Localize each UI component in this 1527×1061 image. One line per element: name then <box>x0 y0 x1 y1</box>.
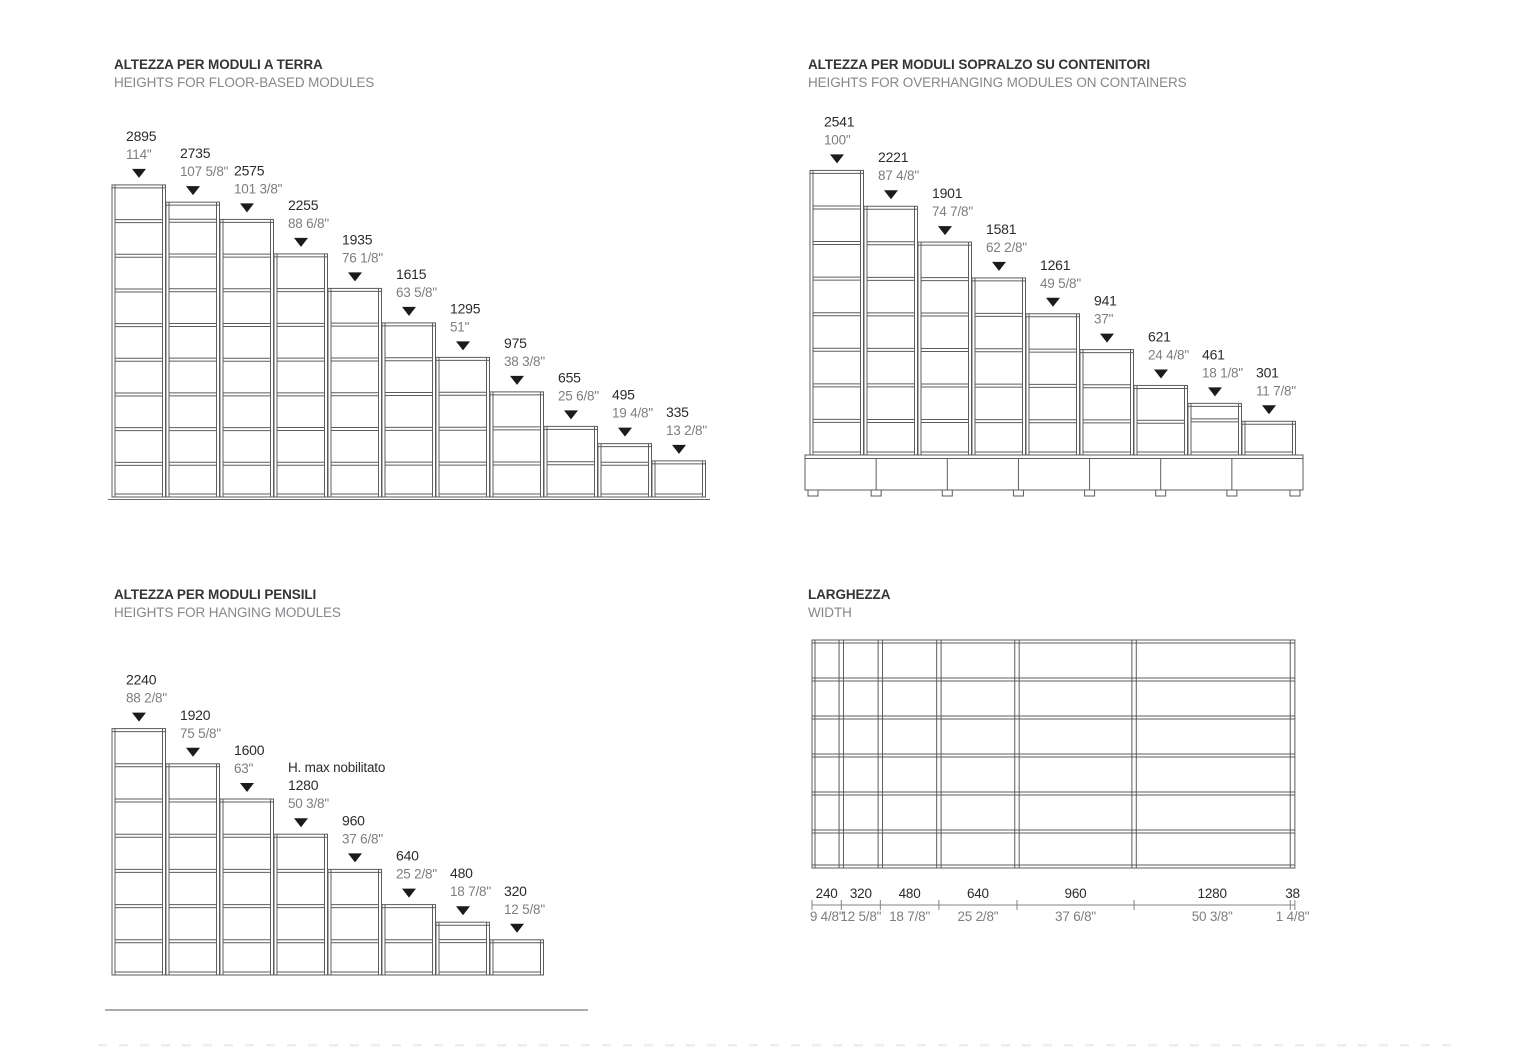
module <box>166 707 221 975</box>
faint-mark <box>434 1044 443 1047</box>
faint-mark <box>1295 1044 1304 1047</box>
module <box>112 128 166 497</box>
faint-mark <box>224 1044 233 1047</box>
module-height-inch: 51" <box>450 319 470 335</box>
module <box>490 883 545 975</box>
faint-mark <box>392 1044 401 1047</box>
faint-mark <box>896 1044 905 1047</box>
panel-overhang-title: ALTEZZA PER MODULI SOPRALZO SU CONTENITORI <box>808 57 1151 72</box>
width-value-mm: 480 <box>898 886 921 901</box>
module-height-inch: 101 3/8" <box>234 181 283 197</box>
faint-mark <box>287 1044 296 1047</box>
module-height-mm: 2575 <box>234 162 265 179</box>
panel-floor-subtitle: HEIGHTS FOR FLOOR-BASED MODULES <box>114 75 375 90</box>
dimension-arrow-icon <box>1154 369 1168 378</box>
module-outline <box>436 922 490 975</box>
dimension-arrow-icon <box>884 190 898 199</box>
module <box>220 162 283 497</box>
faint-mark <box>917 1044 926 1047</box>
faint-mark <box>1022 1044 1031 1047</box>
width-value-inch: 12 5/8" <box>840 909 882 924</box>
module-height-inch: 25 6/8" <box>558 388 599 404</box>
dimension-arrow-icon <box>348 272 362 281</box>
module-height-mm: 1920 <box>180 706 211 723</box>
faint-mark <box>98 1044 107 1047</box>
module-height-inch: 63" <box>234 761 254 776</box>
module <box>598 387 653 497</box>
container-foot <box>871 490 881 496</box>
faint-mark <box>1085 1044 1094 1047</box>
module <box>1134 328 1189 455</box>
width-diagram <box>810 640 1310 924</box>
module-outline <box>112 729 166 975</box>
faint-mark <box>245 1044 254 1047</box>
container-foot <box>1085 490 1095 496</box>
module-outline <box>166 202 220 497</box>
panel-floor-title: ALTEZZA PER MODULI A TERRA <box>114 57 323 72</box>
faint-mark <box>1169 1044 1178 1047</box>
module-height-mm: 2735 <box>180 145 211 162</box>
faint-mark <box>833 1044 842 1047</box>
faint-mark <box>119 1044 128 1047</box>
faint-mark <box>1211 1044 1220 1047</box>
width-dimension-line <box>810 886 1310 924</box>
module-height-inch: 74 7/8" <box>932 204 973 220</box>
module-height-mm: 621 <box>1148 328 1171 345</box>
module-height-inch: 19 4/8" <box>612 405 653 421</box>
module-height-inch: 37" <box>1094 311 1114 327</box>
dimension-arrow-icon <box>830 154 844 163</box>
cropped-bottom-marks <box>98 1044 1451 1047</box>
faint-mark <box>308 1044 317 1047</box>
faint-mark <box>539 1044 548 1047</box>
module-height-inch: 88 6/8" <box>288 215 329 231</box>
dimension-arrow-icon <box>618 428 632 437</box>
width-value-mm: 38 <box>1285 886 1300 901</box>
module-height-mm: 975 <box>504 334 527 351</box>
module-outline <box>972 278 1026 455</box>
dimension-arrow-icon <box>186 748 200 757</box>
faint-mark <box>560 1044 569 1047</box>
faint-mark <box>329 1044 338 1047</box>
module-outline <box>328 869 382 975</box>
module-height-mm: 480 <box>450 865 473 882</box>
overhang-modules-diagram <box>805 113 1303 496</box>
panel-hanging-subtitle: HEIGHTS FOR HANGING MODULES <box>114 605 341 620</box>
module-height-mm: 461 <box>1202 346 1225 363</box>
faint-mark <box>140 1044 149 1047</box>
module-height-inch: 114" <box>126 146 152 162</box>
width-value-mm: 640 <box>966 886 989 901</box>
faint-mark <box>1106 1044 1115 1047</box>
module <box>490 335 545 497</box>
faint-mark <box>1358 1044 1367 1047</box>
module <box>328 231 383 497</box>
faint-mark <box>1442 1044 1451 1047</box>
module <box>1188 346 1243 455</box>
module-height-mm: 1280 <box>288 777 319 794</box>
width-value-mm: 1280 <box>1197 886 1227 901</box>
container-foot <box>942 490 952 496</box>
container-foot <box>1227 490 1237 496</box>
module-outline <box>1080 350 1134 455</box>
module <box>436 865 491 975</box>
module-height-inch: 87 4/8" <box>878 168 919 184</box>
module-outline <box>1242 421 1296 455</box>
dimension-arrow-icon <box>672 445 686 454</box>
module-height-mm: 1935 <box>342 231 373 248</box>
faint-mark <box>707 1044 716 1047</box>
width-value-inch: 50 3/8" <box>1191 909 1233 924</box>
faint-mark <box>938 1044 947 1047</box>
faint-mark <box>1190 1044 1199 1047</box>
container-foot <box>1290 490 1300 496</box>
module <box>382 266 437 497</box>
faint-mark <box>371 1044 380 1047</box>
module-height-inch: 76 1/8" <box>342 250 383 266</box>
module-height-mm: 320 <box>504 882 527 899</box>
width-value-inch: 25 2/8" <box>957 909 999 924</box>
faint-mark <box>749 1044 758 1047</box>
module-outline <box>220 799 274 975</box>
dimension-arrow-icon <box>1046 298 1060 307</box>
faint-mark <box>959 1044 968 1047</box>
faint-mark <box>665 1044 674 1047</box>
faint-mark <box>854 1044 863 1047</box>
dimension-arrow-icon <box>294 238 308 247</box>
width-value-inch: 9 4/8" <box>809 909 844 924</box>
module-height-inch: 12 5/8" <box>504 901 545 917</box>
module-height-inch: 49 5/8" <box>1040 275 1081 291</box>
faint-mark <box>1001 1044 1010 1047</box>
module-height-inch: 75 5/8" <box>180 725 221 741</box>
faint-mark <box>1127 1044 1136 1047</box>
module <box>328 812 383 975</box>
module-height-inch: 11 7/8" <box>1256 383 1296 399</box>
module <box>652 404 707 497</box>
faint-mark <box>497 1044 506 1047</box>
module-height-inch: 100" <box>824 132 851 148</box>
dimension-arrow-icon <box>456 341 470 350</box>
faint-mark <box>413 1044 422 1047</box>
module-outline <box>490 392 544 497</box>
panel-width-subtitle: WIDTH <box>808 605 852 620</box>
module-height-mm: 301 <box>1256 364 1279 381</box>
module-height-inch: 18 1/8" <box>1202 365 1243 381</box>
module-outline <box>598 444 652 497</box>
faint-mark <box>476 1044 485 1047</box>
module-outline <box>274 254 328 497</box>
container-base <box>805 455 1303 496</box>
faint-mark <box>161 1044 170 1047</box>
dimension-arrow-icon <box>240 783 254 792</box>
module-height-mm: 655 <box>558 369 581 386</box>
dimension-arrow-icon <box>1208 387 1222 396</box>
faint-mark <box>812 1044 821 1047</box>
module <box>864 149 919 455</box>
dimension-arrow-icon <box>510 376 524 385</box>
faint-mark <box>623 1044 632 1047</box>
container-foot <box>808 490 818 496</box>
faint-mark <box>455 1044 464 1047</box>
module-height-inch: 18 7/8" <box>450 884 491 900</box>
dimension-arrow-icon <box>294 818 308 827</box>
module-height-inch: 62 2/8" <box>986 239 1027 255</box>
module <box>274 197 329 497</box>
faint-mark <box>1379 1044 1388 1047</box>
faint-mark <box>350 1044 359 1047</box>
container-foot <box>1156 490 1166 496</box>
module-height-inch: 107 5/8" <box>180 164 229 180</box>
dimension-arrow-icon <box>348 853 362 862</box>
dimension-arrow-icon <box>510 924 524 933</box>
module-outline <box>652 461 706 497</box>
dimension-arrow-icon <box>402 307 416 316</box>
module-height-inch: 13 2/8" <box>666 422 707 438</box>
faint-mark <box>182 1044 191 1047</box>
module-height-inch: 50 3/8" <box>288 796 329 812</box>
module <box>166 145 229 497</box>
faint-mark <box>1274 1044 1283 1047</box>
faint-mark <box>1316 1044 1325 1047</box>
width-value-mm: 240 <box>815 886 838 901</box>
module <box>918 185 973 455</box>
module <box>436 300 490 497</box>
module-height-mm: 2895 <box>126 127 157 144</box>
width-value-mm: 960 <box>1064 886 1087 901</box>
faint-mark <box>644 1044 653 1047</box>
container-foot <box>1013 490 1023 496</box>
module-height-mm: 640 <box>396 847 419 864</box>
faint-mark <box>1337 1044 1346 1047</box>
faint-mark <box>875 1044 884 1047</box>
module-height-inch: 24 4/8" <box>1148 347 1189 363</box>
module-outline <box>490 940 544 975</box>
dimension-arrow-icon <box>240 203 254 212</box>
module-height-mm: 1581 <box>986 220 1017 237</box>
module-outline <box>1188 403 1242 455</box>
module-height-mm: 941 <box>1094 292 1117 309</box>
module-height-inch: 25 2/8" <box>396 866 437 882</box>
dimension-arrow-icon <box>402 889 416 898</box>
module <box>382 848 437 975</box>
dimension-arrow-icon <box>1100 334 1114 343</box>
dimension-arrow-icon <box>132 713 146 722</box>
panel-overhang-subtitle: HEIGHTS FOR OVERHANGING MODULES ON CONTAINERS <box>808 75 1187 90</box>
width-value-inch: 18 7/8" <box>889 909 931 924</box>
faint-mark <box>203 1044 212 1047</box>
module-height-mm: 1600 <box>234 742 265 758</box>
faint-mark <box>1400 1044 1409 1047</box>
dimension-arrow-icon <box>938 226 952 235</box>
module-note: H. max nobilitato <box>288 760 386 776</box>
faint-mark <box>770 1044 779 1047</box>
dimension-arrow-icon <box>456 906 470 915</box>
module-outline <box>112 185 166 497</box>
module <box>220 742 274 975</box>
dimension-arrow-icon <box>1262 405 1276 414</box>
module <box>1242 364 1296 455</box>
faint-mark <box>1148 1044 1157 1047</box>
faint-mark <box>1043 1044 1052 1047</box>
module-height-mm: 335 <box>666 403 689 420</box>
module-height-mm: 2255 <box>288 196 319 213</box>
module-height-inch: 38 3/8" <box>504 353 545 369</box>
dimension-arrow-icon <box>992 262 1006 271</box>
module-height-inch: 63 5/8" <box>396 284 437 300</box>
module-height-mm: 1295 <box>450 300 481 317</box>
faint-mark <box>791 1044 800 1047</box>
dimension-arrow-icon <box>132 169 146 178</box>
container-base-outline <box>805 455 1303 490</box>
width-value-mm: 320 <box>849 886 872 901</box>
module-height-mm: 1261 <box>1040 256 1071 273</box>
module <box>1026 257 1081 455</box>
module-height-mm: 495 <box>612 386 635 403</box>
panel-hanging-title: ALTEZZA PER MODULI PENSILI <box>114 587 317 602</box>
module-height-mm: 1615 <box>396 265 427 282</box>
floor-modules-diagram <box>112 128 707 497</box>
faint-mark <box>1421 1044 1430 1047</box>
module-height-mm: 2240 <box>126 671 157 688</box>
faint-mark <box>980 1044 989 1047</box>
faint-mark <box>266 1044 275 1047</box>
width-value-inch: 37 6/8" <box>1055 909 1096 924</box>
dimension-arrow-icon <box>564 410 578 419</box>
module-height-mm: 960 <box>342 812 365 829</box>
module-height-inch: 88 2/8" <box>126 690 167 706</box>
faint-mark <box>602 1044 611 1047</box>
module <box>1080 293 1134 455</box>
width-value-inch: 1 4/8" <box>1275 909 1310 924</box>
module-outline <box>382 323 436 497</box>
faint-mark <box>686 1044 695 1047</box>
module-height-inch: 37 6/8" <box>342 831 383 847</box>
dimension-arrow-icon <box>186 186 200 195</box>
faint-mark <box>728 1044 737 1047</box>
faint-mark <box>1253 1044 1262 1047</box>
module-outline <box>864 206 918 455</box>
faint-mark <box>581 1044 590 1047</box>
faint-mark <box>1064 1044 1073 1047</box>
module-height-mm: 1901 <box>932 185 963 202</box>
faint-mark <box>518 1044 527 1047</box>
module <box>112 672 167 975</box>
panel-width-title: LARGHEZZA <box>808 587 891 602</box>
module-height-mm: 2221 <box>878 149 909 166</box>
hanging-modules-diagram <box>112 672 545 975</box>
module <box>544 369 599 497</box>
module-height-mm: 2541 <box>824 113 855 130</box>
module <box>972 221 1027 455</box>
module <box>810 113 864 455</box>
faint-mark <box>1232 1044 1241 1047</box>
